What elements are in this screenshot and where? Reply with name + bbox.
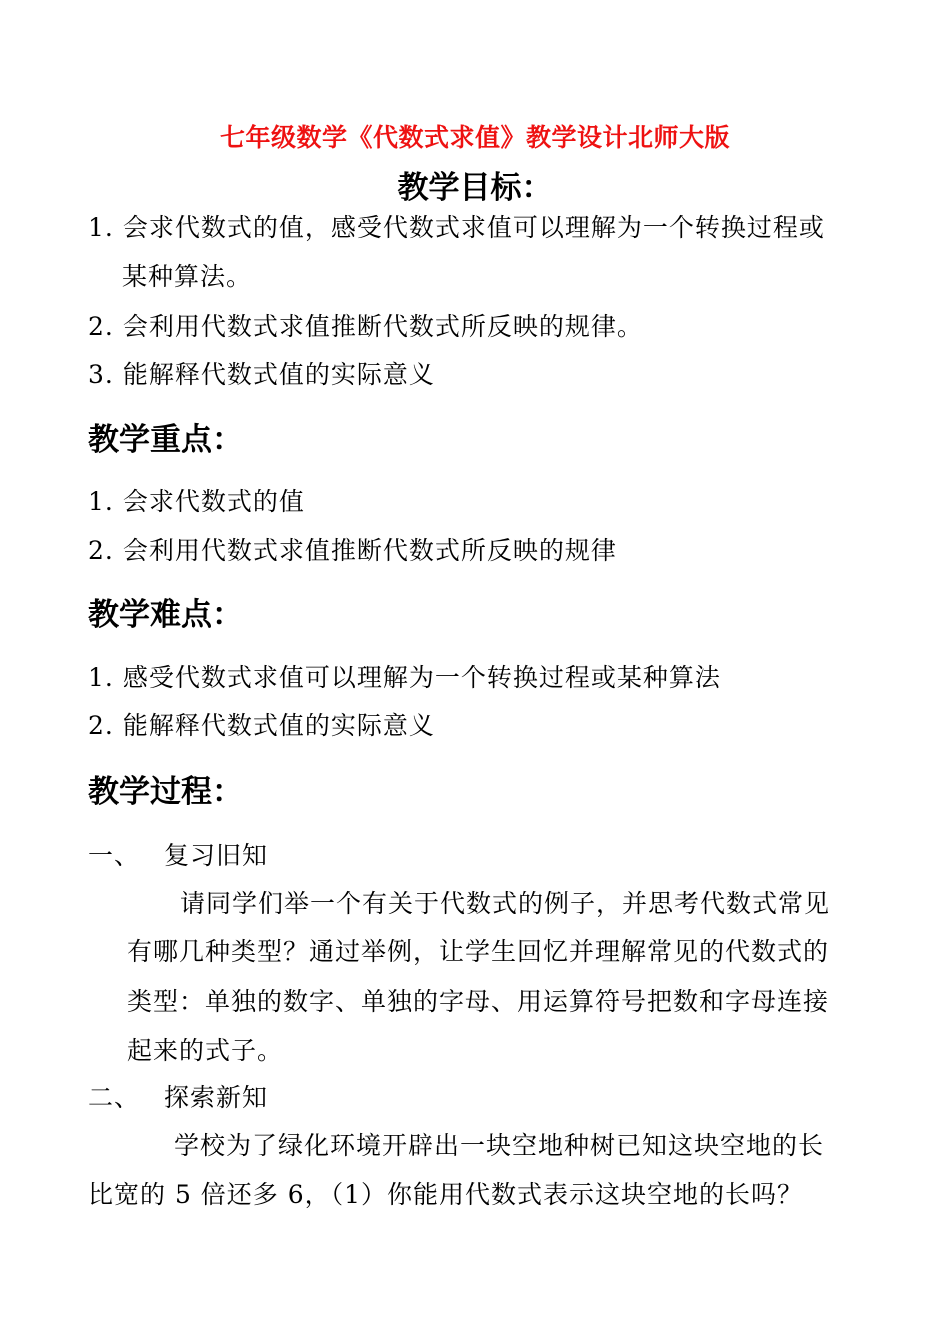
item-text: 会求代数式的值 [122,487,305,516]
difficulty-item-2 [88,706,435,742]
objective-item-1 [88,208,825,244]
key-point-item-1 [88,482,305,518]
paragraph-line: 学校为了绿化环境开辟出一块空地种树已知这块空地的长 [174,1131,825,1160]
item-text: 会利用代数式求值推断代数式所反映的规律 [122,536,617,565]
process-section-1-title [88,836,268,872]
objective-item-2 [88,307,643,343]
item-text: 会求代数式的值，感受代数式求值可以理解为一个转换过程或 [122,213,825,242]
section-number: 二、 [88,1083,141,1112]
paragraph-line: 比宽的 5 倍还多 6，（1）你能用代数式表示这块空地的长吗？ [88,1180,804,1209]
item-number: 1. [88,663,114,692]
key-points-heading: 教学重点： [88,422,243,458]
paragraph-line: 有哪几种类型？通过举例，让学生回忆并理解常见的代数式的 [127,937,830,966]
paragraph-line: 请同学们举一个有关于代数式的例子，并思考代数式常见 [180,889,831,918]
paragraph-line: 类型：单独的数字、单独的字母、用运算符号把数和字母连接 [127,987,830,1016]
section-title: 复习旧知 [164,841,269,870]
process-section-2-title [88,1078,268,1114]
document-title: 七年级数学《代数式求值》教学设计北师大版 [219,123,730,152]
difficulties-heading: 教学难点： [88,597,243,633]
item-text: 会利用代数式求值推断代数式所反映的规律。 [122,312,643,341]
paragraph-line: 起来的式子。 [127,1036,284,1065]
objectives-heading: 教学目标： [397,170,553,206]
process-heading: 教学过程： [88,774,243,810]
difficulty-item-1 [88,658,721,694]
item-text: 能解释代数式值的实际意义 [122,711,435,740]
item-number: 2. [88,711,114,740]
key-point-item-2 [88,531,617,567]
objective-item-1-continued: 某种算法。 [122,262,253,291]
item-text: 感受代数式求值可以理解为一个转换过程或某种算法 [122,663,721,692]
item-number: 1. [88,213,114,242]
item-number: 1. [88,487,114,516]
section-number: 一、 [88,841,141,870]
section-title: 探索新知 [164,1083,269,1112]
item-number: 2. [88,312,114,341]
item-text: 能解释代数式值的实际意义 [122,360,435,389]
item-number: 2. [88,536,114,565]
item-number: 3. [88,360,114,389]
objective-item-3 [88,355,435,391]
